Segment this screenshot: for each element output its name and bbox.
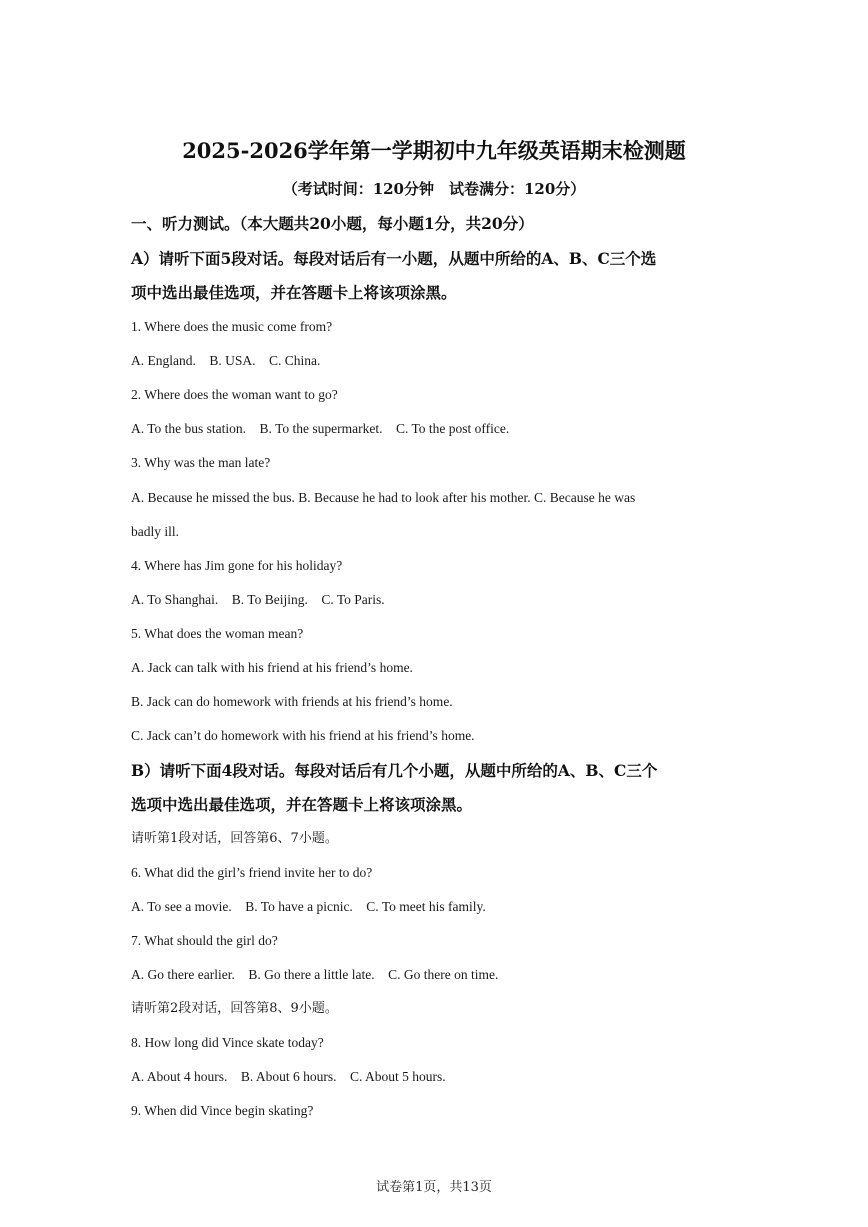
question-6: 6. What did the girl’s friend invite her to do? <box>131 865 373 880</box>
exam-info: （考试时间：120分钟 试卷满分：120分） <box>282 180 586 198</box>
question-3-options-line2: badly ill. <box>131 524 179 539</box>
question-5-option-c: C. Jack can’t do homework with his friend at his friend’s home. <box>131 728 475 743</box>
question-3-options-line1: A. Because he missed the bus. B. Because he had to look after his mother. C. Because he was <box>131 490 636 505</box>
part-a-instruction-line2: 项中选出最佳选项，并在答题卡上将该项涂黑。 <box>131 283 457 302</box>
part-a-instruction-line1: A）请听下面5段对话。每段对话后有一小题，从题中所给的A、B、C三个选 <box>131 249 657 268</box>
question-7-options: A. Go there earlier. B. Go there a little late. C. Go there on time. <box>131 967 499 982</box>
question-4: 4. Where has Jim gone for his holiday? <box>131 558 343 573</box>
part-b-instruction-line1: B）请听下面4段对话。每段对话后有几个小题，从题中所给的A、B、C三个 <box>131 761 658 780</box>
question-1: 1. Where does the music come from? <box>131 319 333 334</box>
question-2-options: A. To the bus station. B. To the supermarket. C. To the post office. <box>131 421 510 436</box>
part-b-instruction-line2: 选项中选出最佳选项，并在答题卡上将该项涂黑。 <box>131 795 473 814</box>
page-title: 2025-2026学年第一学期初中九年级英语期末检测题 <box>182 138 686 163</box>
question-6-options: A. To see a movie. B. To have a picnic. C. To meet his family. <box>131 899 486 914</box>
question-7: 7. What should the girl do? <box>131 933 278 948</box>
question-1-options: A. England. B. USA. C. China. <box>131 353 321 368</box>
section-heading-listening: 一、听力测试。（本大题共20小题，每小题1分，共20分） <box>131 214 534 233</box>
question-8-options: A. About 4 hours. B. About 6 hours. C. About 5 hours. <box>131 1069 446 1084</box>
question-2: 2. Where does the woman want to go? <box>131 387 338 402</box>
question-5-option-b: B. Jack can do homework with friends at his friend’s home. <box>131 694 453 709</box>
question-9: 9. When did Vince begin skating? <box>131 1103 314 1118</box>
question-4-options: A. To Shanghai. B. To Beijing. C. To Paris. <box>131 592 385 607</box>
question-8: 8. How long did Vince skate today? <box>131 1035 324 1050</box>
dialog-1-note: 请听第1段对话，回答第6、7小题。 <box>131 831 338 846</box>
question-3: 3. Why was the man late? <box>131 455 271 470</box>
page-footer: 试卷第1页，共13页 <box>376 1180 492 1195</box>
question-5: 5. What does the woman mean? <box>131 626 304 641</box>
dialog-2-note: 请听第2段对话，回答第8、9小题。 <box>131 1001 338 1016</box>
question-5-option-a: A. Jack can talk with his friend at his friend’s home. <box>131 660 413 675</box>
